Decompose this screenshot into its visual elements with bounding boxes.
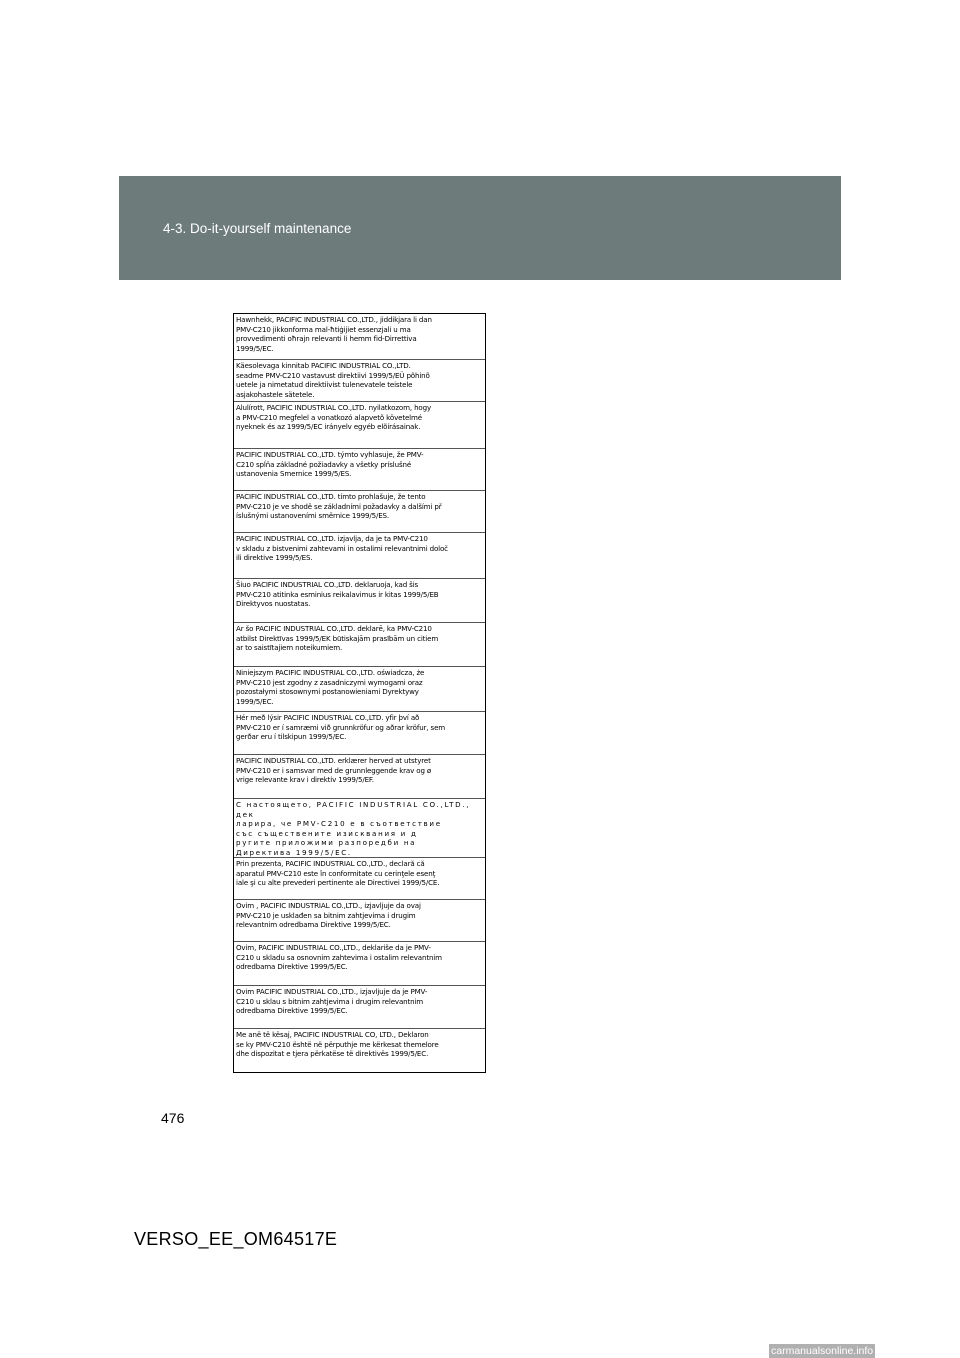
site-watermark: carmanualsonline.info [771,1345,874,1357]
declaration-romanian: Prin prezenta, PACIFIC INDUSTRIAL CO.,LTD., declară că aparatul PMV-C210 este în conformitate cu cerinţele esenţ iale şi cu alte prevederi pertinente ale Directivei 1999/5/CE. [234,857,485,899]
declaration-bosnian: Ovim PACIFIC INDUSTRIAL CO.,LTD., izjavljuje da je PMV- C210 u sklau s bitnim zahtjevima i drugim relevantnim odredbama Direktive 1999/5/EC. [234,985,485,1028]
declaration-estonian: Käesolevaga kinnitab PACIFIC INDUSTRIAL CO.,LTD. seadme PMV-C210 vastavust direktiivi 1999/5/EÜ põhinõ uetele ja nimetatud direktiivist tulenevatele teistele asjakohastele sätetele. [234,359,485,401]
declaration-czech: PACIFIC INDUSTRIAL CO.,LTD. tímto prohlašuje, že tento PMV-C210 je ve shodě se základními požadavky a dalšími př íslušnými ustanoveními směrnice 1999/5/ES. [234,490,485,532]
document-code: VERSO_EE_OM64517E [134,1229,338,1249]
declaration-slovenian: PACIFIC INDUSTRIAL CO.,LTD. izjavlja, da je ta PMV-C210 v skladu z bistvenimi zahtevami in ostalimi relevantnimi določ ili direktive 1999/5/ES. [234,532,485,578]
section-title: 4-3. Do-it-yourself maintenance [163,221,352,236]
declaration-maltese: Hawnhekk, PACIFIC INDUSTRIAL CO.,LTD., jiddikjara li dan PMV-C210 jikkonforma mal-ħtiġijiet essenzjali u ma provvedimenti oħrajn relevanti li hemm fid-Dirrettiva 1999/5/EC. [236,315,432,353]
declaration-albanian: Me anë të kësaj, PACIFIC INDUSTRIAL CO, LTD., Deklaron se ky PMV-C210 është në përputhje me kërkesat themelore dhe dispozitat e tjera përkatëse të direktivës 1999/5/EC. [234,1028,485,1072]
declaration-lithuanian: Šiuo PACIFIC INDUSTRIAL CO.,LTD. deklaruoja, kad šis PMV-C210 atitinka esminius reikalavimus ir kitas 1999/5/EB Direktyvos nuostatas. [234,578,485,622]
page-number: 476 [161,1110,185,1126]
declaration-slovak: PACIFIC INDUSTRIAL CO.,LTD. týmto vyhlasuje, že PMV- C210 spĺňa základné požiadavky a všetky príslušné ustanovenia Smernice 1999/5/ES. [234,448,485,490]
declaration-polish: Niniejszym PACIFIC INDUSTRIAL CO.,LTD. oświadcza, że PMV-C210 jest zgodny z zasadniczymi wymogami oraz pozostałymi stosownymi postanowieniami Dyrektywy 1999/5/EC. [234,666,485,711]
declaration-table [233,313,486,1073]
declaration-croatian: Ovim , PACIFIC INDUSTRIAL CO.,LTD., izjavljuje da ovaj PMV-C210 je usklađen sa bitnim zahtjevima i drugim relevantnim odredbama Direktive 1999/5/EC. [234,899,485,941]
declaration-hungarian: Alulírott, PACIFIC INDUSTRIAL CO.,LTD. nyilatkozom, hogy a PMV-C210 megfelel a vonatkozó alapvetõ követelmé nyeknek és az 1999/5/EC irányelv egyéb elõírásainak. [234,401,485,448]
declaration-bulgarian: С настоящето, PACIFIC INDUSTRIAL CO.,LTD., дек ларира, че PMV-C210 е в съответствие със съществените изисквания и д ругите приложими разпоредби на Директива 1999/5/ЕС. [234,798,485,857]
declaration-serbian: Ovim, PACIFIC INDUSTRIAL CO.,LTD., deklariše da je PMV- C210 u skladu sa osnovnim zahtevima i ostalim relevantnim odredbama Direktive 1999/5/EC. [234,941,485,985]
declaration-norwegian: PACIFIC INDUSTRIAL CO.,LTD. erklærer herved at utstyret PMV-C210 er i samsvar med de grunnleggende krav og ø vrige relevante krav i direktiv 1999/5/EF. [234,754,485,798]
declaration-icelandic: Hér með lýsir PACIFIC INDUSTRIAL CO.,LTD. yfir því að PMV-C210 er í samræmi við grunnkröfur og aðrar kröfur, sem gerðar eru í tilskipun 1999/5/EC. [234,711,485,754]
declaration-latvian: Ar šo PACIFIC INDUSTRIAL CO.,LTD. deklarē, ka PMV-C210 atbilst Direktīvas 1999/5/EK būtiskajām prasībām un citiem ar to saistītajiem noteikumiem. [234,622,485,666]
